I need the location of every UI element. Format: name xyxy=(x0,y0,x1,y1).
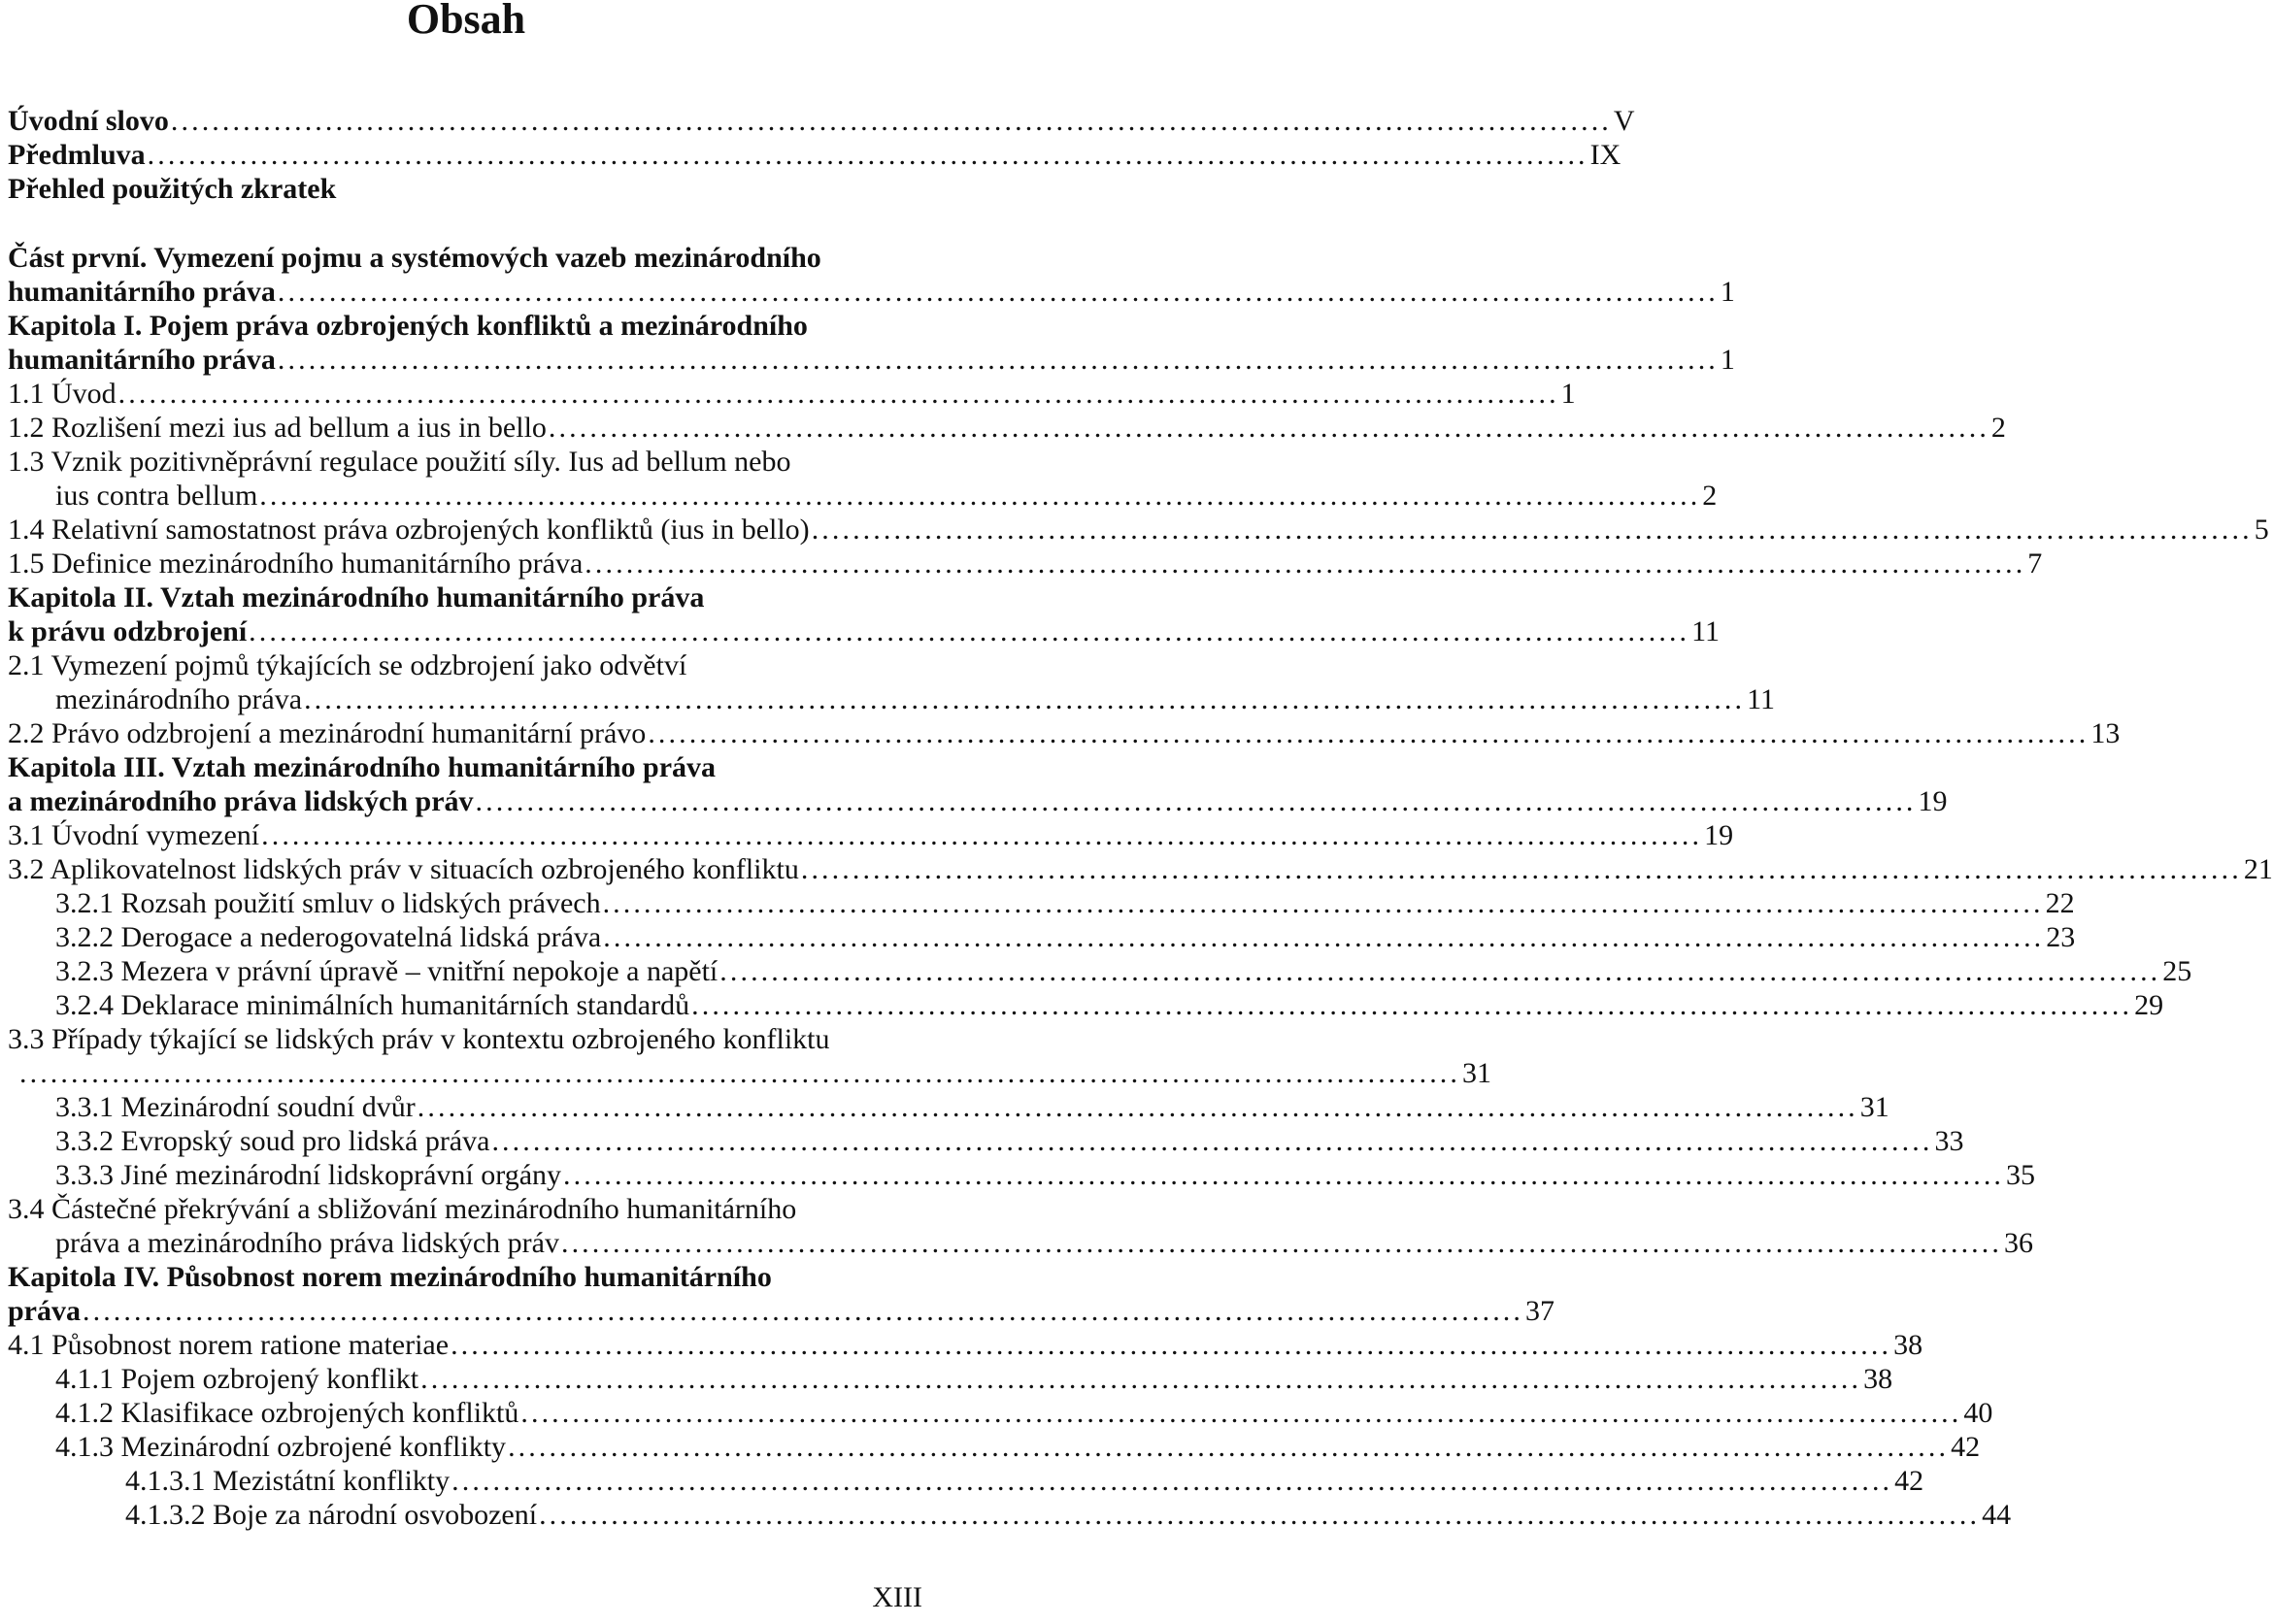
toc-page-number: 38 xyxy=(1893,1329,1923,1361)
toc-page-number: 37 xyxy=(1525,1295,1554,1327)
table-of-contents xyxy=(8,104,2273,1532)
dot-leader: ............................................................................................................................................ xyxy=(83,1295,1523,1327)
toc-entry-label: 1.3 Vznik pozitivněprávní regulace použití síly. Ius ad bellum nebo xyxy=(8,446,791,478)
dot-leader: ............................................................................................................................................ xyxy=(520,1397,1962,1429)
toc-page-number: 21 xyxy=(2243,853,2273,885)
toc-page-number: 25 xyxy=(2162,955,2192,987)
toc-entry xyxy=(8,513,2269,547)
dot-leader: ............................................................................................................................................ xyxy=(648,717,2089,749)
toc-entry-label: Přehled použitých zkratek xyxy=(8,173,337,205)
toc-entry xyxy=(8,954,2192,988)
dot-leader: ............................................................................................................................................ xyxy=(563,1159,2005,1191)
toc-entry-label: 3.3.3 Jiné mezinárodní lidskoprávní orgány xyxy=(55,1159,562,1191)
dot-leader: ............................................................................................................................................ xyxy=(170,105,1612,137)
toc-page-number: 44 xyxy=(1982,1499,2012,1531)
dot-leader: ............................................................................................................................................ xyxy=(19,1057,1460,1089)
toc-entry xyxy=(8,411,2006,445)
toc-page-number: 1 xyxy=(1560,378,1576,410)
dot-leader: ............................................................................................................................................ xyxy=(719,955,2161,987)
toc-entry-label: 1.4 Relativní samostatnost práva ozbrojených konfliktů (ius in bello) xyxy=(8,514,810,546)
toc-entry-label: 1.2 Rozlišení mezi ius ad bellum a ius in bello xyxy=(8,412,547,444)
toc-entry-label: 2.1 Vymezení pojmů týkajících se odzbrojení jako odvětví xyxy=(8,649,687,681)
toc-page-number: 2 xyxy=(1702,480,1718,512)
toc-entry-label: 3.3.1 Mezinárodní soudní dvůr xyxy=(55,1091,416,1123)
toc-page-number: 11 xyxy=(1747,683,1775,715)
toc-entry-label: 4.1.3.1 Mezistátní konflikty xyxy=(125,1465,451,1497)
toc-entry xyxy=(8,1328,1923,1362)
dot-leader: ............................................................................................................................................ xyxy=(691,989,2133,1021)
toc-entry-label: 4.1.3.2 Boje za národní osvobození xyxy=(125,1499,538,1531)
toc-entry-label: 3.2.2 Derogace a nederogovatelná lidská práva xyxy=(55,921,602,953)
toc-entry xyxy=(8,377,1576,411)
dot-leader: ............................................................................................................................................ xyxy=(602,887,2044,919)
toc-entry xyxy=(8,138,1621,172)
toc-entry xyxy=(8,580,1721,648)
dot-leader: ............................................................................................................................................ xyxy=(417,1091,1858,1123)
toc-page-number: 31 xyxy=(1462,1057,1491,1089)
dot-leader: ............................................................................................................................................ xyxy=(548,412,1989,444)
toc-entry xyxy=(8,818,1734,852)
toc-entry xyxy=(8,716,2121,750)
toc-entry xyxy=(8,172,913,206)
dot-leader: ............................................................................................................................................ xyxy=(304,683,1746,715)
toc-entry xyxy=(8,1158,2036,1192)
toc-entry-label: Kapitola II. Vztah mezinárodního humanitárního práva xyxy=(8,581,705,613)
toc-entry xyxy=(8,1022,1491,1090)
dot-leader: ............................................................................................................................................ xyxy=(117,378,1559,410)
dot-leader: ............................................................................................................................................ xyxy=(261,819,1703,851)
dot-leader: ............................................................................................................................................ xyxy=(147,139,1588,171)
toc-entry-label: práva xyxy=(8,1295,81,1327)
toc-entry-label: 3.2.1 Rozsah použití smluv o lidských právech xyxy=(55,887,601,919)
toc-page-number: 23 xyxy=(2046,921,2076,953)
toc-page-number: 7 xyxy=(2027,547,2043,580)
toc-entry-label: 2.2 Právo odzbrojení a mezinárodní humanitární právo xyxy=(8,717,647,749)
toc-entry xyxy=(8,445,1718,513)
toc-entry-label: 1.5 Definice mezinárodního humanitárního práva xyxy=(8,547,584,580)
toc-entry-label: 3.1 Úvodní vymezení xyxy=(8,819,260,851)
dot-leader: ............................................................................................................................................ xyxy=(277,276,1719,308)
toc-page-number: 5 xyxy=(2254,514,2269,546)
dot-leader: ............................................................................................................................................ xyxy=(249,615,1690,647)
dot-leader: ............................................................................................................................................ xyxy=(451,1465,1893,1497)
toc-entry-label: 4.1 Působnost norem ratione materiae xyxy=(8,1329,450,1361)
toc-entry-label: 3.4 Částečné překrývání a sbližování mezinárodního humanitárního xyxy=(8,1193,797,1225)
toc-entry-label: 3.2.3 Mezera v právní úpravě – vnitřní nepokoje a napětí xyxy=(55,955,719,987)
toc-page-number: 2 xyxy=(1990,412,2006,444)
toc-entry xyxy=(8,1192,2033,1260)
toc-entry-label: mezinárodního práva xyxy=(55,683,303,715)
toc-entry-label: 3.3.2 Evropský soud pro lidská práva xyxy=(55,1125,490,1157)
toc-entry xyxy=(8,104,1635,138)
toc-entry-label: Předmluva xyxy=(8,139,146,171)
toc-entry-label: 3.2.4 Deklarace minimálních humanitárních standardů xyxy=(55,989,690,1021)
toc-entry-label: Kapitola I. Pojem práva ozbrojených konfliktů a mezinárodního xyxy=(8,310,808,342)
toc-page-number: 11 xyxy=(1691,615,1721,647)
toc-page-number: 33 xyxy=(1934,1125,1964,1157)
toc-entry xyxy=(8,1430,1981,1464)
dot-leader: ............................................................................................................................................ xyxy=(277,344,1719,376)
dot-leader: ............................................................................................................................................ xyxy=(451,1329,1892,1361)
dot-leader: ............................................................................................................................................ xyxy=(585,547,2026,580)
toc-page-number: 29 xyxy=(2134,989,2164,1021)
toc-entry-label: Část první. Vymezení pojmu a systémových vazeb mezinárodního xyxy=(8,242,821,274)
dot-leader: ............................................................................................................................................ xyxy=(420,1363,1862,1395)
toc-entry-label: 3.2 Aplikovatelnost lidských práv v situacích ozbrojeného konfliktu xyxy=(8,853,799,885)
toc-entry-label: humanitárního práva xyxy=(8,344,276,376)
toc-entry-label: práva a mezinárodního práva lidských práv xyxy=(55,1227,559,1259)
toc-entry xyxy=(8,886,2075,920)
toc-entry-label: 4.1.1 Pojem ozbrojený konflikt xyxy=(55,1363,419,1395)
toc-entry xyxy=(8,988,2164,1022)
toc-entry xyxy=(8,1498,2012,1532)
toc-page-number: V xyxy=(1613,105,1635,137)
toc-entry xyxy=(8,1396,1993,1430)
toc-entry xyxy=(8,241,1735,309)
toc-page-number: 19 xyxy=(1704,819,1734,851)
toc-entry-label: Kapitola IV. Působnost norem mezinárodního humanitárního xyxy=(8,1261,772,1293)
toc-entry xyxy=(8,547,2043,580)
toc-page-number: 42 xyxy=(1951,1431,1981,1463)
toc-entry xyxy=(8,309,1735,377)
toc-entry xyxy=(8,852,2273,886)
toc-entry-label: Úvodní slovo xyxy=(8,105,169,137)
toc-entry xyxy=(8,1124,1964,1158)
toc-entry xyxy=(8,1090,1889,1124)
toc-entry-label: 4.1.2 Klasifikace ozbrojených konfliktů xyxy=(55,1397,519,1429)
dot-leader: ............................................................................................................................................ xyxy=(800,853,2242,885)
toc-page-number: 35 xyxy=(2006,1159,2036,1191)
toc-page-number: 38 xyxy=(1863,1363,1893,1395)
toc-page-number: 42 xyxy=(1894,1465,1924,1497)
toc-page-number: 1 xyxy=(1720,344,1735,376)
toc-entry xyxy=(8,1464,1924,1498)
toc-entry-label: ius contra bellum xyxy=(55,480,258,512)
toc-entry xyxy=(8,648,1775,716)
toc-entry-label: a mezinárodního práva lidských práv xyxy=(8,785,474,817)
toc-entry-label: 3.3 Případy týkající se lidských práv v kontextu ozbrojeného konfliktu xyxy=(8,1023,830,1055)
toc-entry-label: 4.1.3 Mezinárodní ozbrojené konflikty xyxy=(55,1431,507,1463)
toc-entry-label: k právu odzbrojení xyxy=(8,615,248,647)
toc-entry xyxy=(8,750,1948,818)
dot-leader: ............................................................................................................................................ xyxy=(811,514,2253,546)
page-number: XIII xyxy=(872,1581,922,1613)
dot-leader: ............................................................................................................................................ xyxy=(560,1227,2002,1259)
toc-entry-label: Kapitola III. Vztah mezinárodního humanitárního práva xyxy=(8,751,717,783)
toc-page-number: 31 xyxy=(1859,1091,1889,1123)
toc-page-number: 19 xyxy=(1918,785,1948,817)
dot-leader: ............................................................................................................................................ xyxy=(508,1431,1950,1463)
toc-entry xyxy=(8,920,2076,954)
toc-entry xyxy=(8,1362,1893,1396)
toc-entry xyxy=(8,1260,1554,1328)
toc-page-number: 36 xyxy=(2003,1227,2033,1259)
toc-page-number: 22 xyxy=(2045,887,2075,919)
toc-page-number: IX xyxy=(1589,139,1621,171)
dot-leader: ............................................................................................................................................ xyxy=(491,1125,1933,1157)
dot-leader: ............................................................................................................................................ xyxy=(259,480,1701,512)
toc-page-number: 40 xyxy=(1963,1397,1993,1429)
toc-entry-label: humanitárního práva xyxy=(8,276,276,308)
page-title: Obsah xyxy=(406,0,526,43)
toc-entry-label: 1.1 Úvod xyxy=(8,378,117,410)
toc-page-number: 13 xyxy=(2090,717,2121,749)
dot-leader: ............................................................................................................................................ xyxy=(603,921,2045,953)
toc-page-number: 1 xyxy=(1720,276,1735,308)
dot-leader: ............................................................................................................................................ xyxy=(475,785,1917,817)
dot-leader: ............................................................................................................................................ xyxy=(539,1499,1981,1531)
